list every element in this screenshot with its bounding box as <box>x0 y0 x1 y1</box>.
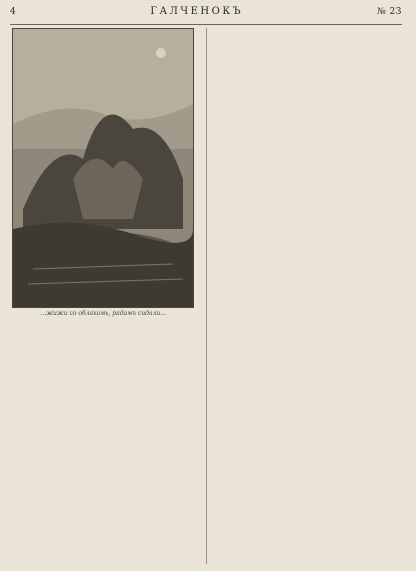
two-column-layout <box>10 28 402 564</box>
running-header <box>10 6 402 22</box>
page-number: 4 <box>10 7 17 17</box>
right-column <box>216 28 403 564</box>
engraving-artwork <box>13 29 193 307</box>
left-column <box>10 28 197 564</box>
header-rule <box>10 24 402 25</box>
illustration-caption: ...жижи со облакамь, радамъ сидали... <box>40 310 166 317</box>
column-divider <box>206 28 207 564</box>
magazine-title: ГАЛЧЕНОКЪ <box>150 6 244 17</box>
engraving-illustration <box>12 28 194 308</box>
issue-number: № 23 <box>377 7 402 17</box>
